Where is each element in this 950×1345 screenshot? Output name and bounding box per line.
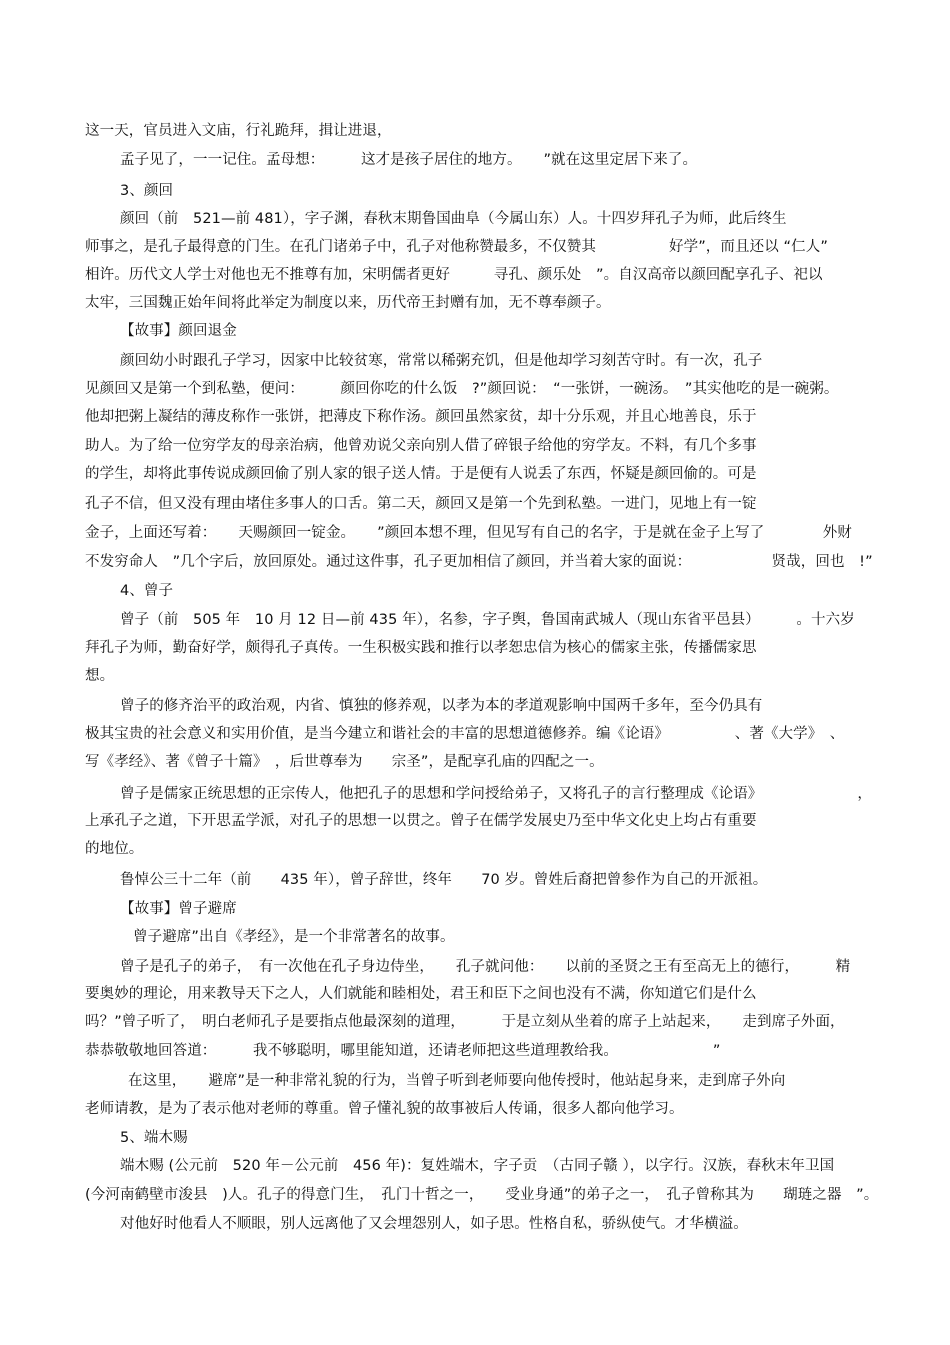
text-line: 太牢，三国魏正始年间将此举定为制度以来，历代帝王封赠有加，无不尊奉颜子。 bbox=[85, 295, 611, 311]
text-line: 的学生，却将此事传说成颜回偷了别人家的银子送人情。于是便有人说丢了东西，怀疑是颜回偷的。可是 bbox=[85, 466, 757, 482]
text-line: 要奥妙的理论，用来教导天下之人，人们就能和睦相处，君王和臣下之间也没有不满，你知道它们是什么 bbox=[85, 986, 757, 1002]
text-line: 的地位。 bbox=[85, 841, 144, 857]
text-line: 鲁悼公三十二年（前 435 年），曾子辞世，终年 70 岁。曾姓后裔把曾参作为自己的开派祖。 bbox=[120, 872, 768, 888]
text-line: 上承孔子之道，下开思孟学派，对孔子的思想一以贯之。曾子在儒学发展史乃至中华文化史上均占有重要 bbox=[85, 813, 757, 829]
text-line: 他却把粥上凝结的薄皮称作一张饼，把薄皮下称作汤。颜回虽然家贫，却十分乐观，并且心地善良，乐于 bbox=[85, 409, 757, 425]
text-line: 在这里， 避席”是一种非常礼貌的行为，当曾子听到老师要向他传授时，他站起身来，走到席子外向 bbox=[128, 1073, 786, 1089]
section-heading: 3、颜回 bbox=[120, 183, 174, 199]
text-line: 曾子是儒家正统思想的正宗传人，他把孔子的思想和学问授给弟子，又将孔子的言行整理成《论语》 ， bbox=[120, 786, 872, 802]
section-heading: 4、曾子 bbox=[120, 583, 174, 599]
text-line: 颜回幼小时跟孔子学习，因家中比较贫寒，常常以稀粥充饥，但是他却学习刻苦守时。有一次，孔子 bbox=[120, 353, 763, 369]
text-line: 曾子的修齐治平的政治观，内省、慎独的修养观，以孝为本的孝道观影响中国两千多年，至今仍具有 bbox=[120, 698, 763, 714]
text-line: 助人。为了给一位穷学友的母亲治病，他曾劝说父亲向别人借了碎银子给他的穷学友。不料，有几个多事 bbox=[85, 438, 757, 454]
text-line: 孟子见了，一一记住。孟母想： 这才是孩子居住的地方。 ”就在这里定居下来了。 bbox=[120, 152, 698, 168]
text-line: 孔子不信，但又没有理由堵住多事人的口舌。第二天，颜回又是第一个先到私塾。一进门，见地上有一锭 bbox=[85, 496, 757, 512]
text-line: 师事之，是孔子最得意的门生。在孔门诸弟子中，孔子对他称赞最多，不仅赞其 好学”，而且还以 “仁人” bbox=[85, 239, 828, 255]
text-line: 不发穷命人 ”几个字后，放回原处。通过这件事，孔子更加相信了颜回，并当着大家的面说： 贤哉，回也 !” bbox=[85, 554, 873, 570]
text-line: 曾子（前 505 年 10 月 12 日—前 435 年），名参，字子舆，鲁国南武城人（现山东省平邑县） 。十六岁 bbox=[120, 612, 855, 628]
text-line: 颜回（前 521—前 481），字子渊，春秋末期鲁国曲阜（今属山东）人。十四岁拜孔子为师，此后终生 bbox=[120, 211, 787, 227]
story-heading: 【故事】颜回退金 bbox=[120, 323, 237, 339]
text-line: 极其宝贵的社会意义和实用价值，是当今建立和谐社会的丰富的思想道德修养。编《论语》 、著《大学》 、 bbox=[85, 726, 845, 742]
text-line: 曾子避席”出自《孝经》，是一个非常著名的故事。 bbox=[133, 929, 455, 945]
text-line: 曾子是孔子的弟子， 有一次他在孔子身边侍坐， 孔子就问他： 以前的圣贤之王有至高无上的德行， 精 bbox=[120, 959, 851, 975]
text-line: 端木赐 (公元前 520 年－公元前 456 年)：复姓端木，字子贡 （古同子赣 ），以字行。汉族，春秋末年卫国 bbox=[120, 1158, 835, 1174]
text-line: 老师请教，是为了表示他对老师的尊重。曾子懂礼貌的故事被后人传诵，很多人都向他学习。 bbox=[85, 1101, 684, 1117]
text-line: (今河南鹤壁市浚县 )人。孔子的得意门生， 孔门十哲之一， 受业身通”的弟子之一， 孔子曾称其为 瑚琏之器 ”。 bbox=[85, 1187, 879, 1203]
text-line: 吗？”曾子听了， 明白老师孔子是要指点他最深刻的道理， 于是立刻从坐着的席子上站起来， 走到席子外面， bbox=[85, 1014, 845, 1030]
text-line: 金子，上面还写着： 天赐颜回一锭金。 ”颜回本想不理，但见写有自己的名字，于是就在金子上写了 外财 bbox=[85, 525, 852, 541]
text-line: 想。 bbox=[85, 668, 115, 684]
story-heading: 【故事】曾子避席 bbox=[120, 901, 237, 917]
text-line: 这一天，官员进入文庙，行礼跪拜，揖让进退， bbox=[85, 123, 392, 139]
text-line: 拜孔子为师，勤奋好学，颇得孔子真传。一生积极实践和推行以孝恕忠信为核心的儒家主张，传播儒家思 bbox=[85, 640, 757, 656]
text-line: 写《孝经》、著《曾子十篇》 ，后世尊奉为 宗圣”，是配享孔庙的四配之一。 bbox=[85, 754, 604, 770]
text-line: 相许。历代文人学士对他也无不推尊有加，宋明儒者更好 寻孔、颜乐处 ”。自汉高帝以颜回配享孔子、祀以 bbox=[85, 267, 823, 283]
text-line: 见颜回又是第一个到私塾，便问： 颜回你吃的什么饭 ?”颜回说： “一张饼，一碗汤。 ”其实他吃的是一碗粥。 bbox=[85, 381, 839, 397]
section-heading: 5、端木赐 bbox=[120, 1130, 188, 1146]
text-line: 对他好时他看人不顺眼，别人远离他了又会埋怨别人，如子思。性格自私，骄纵使气。才华横溢。 bbox=[120, 1216, 748, 1232]
text-line: 恭恭敬敬地回答道： 我不够聪明，哪里能知道，还请老师把这些道理教给我。 ” bbox=[85, 1043, 721, 1059]
